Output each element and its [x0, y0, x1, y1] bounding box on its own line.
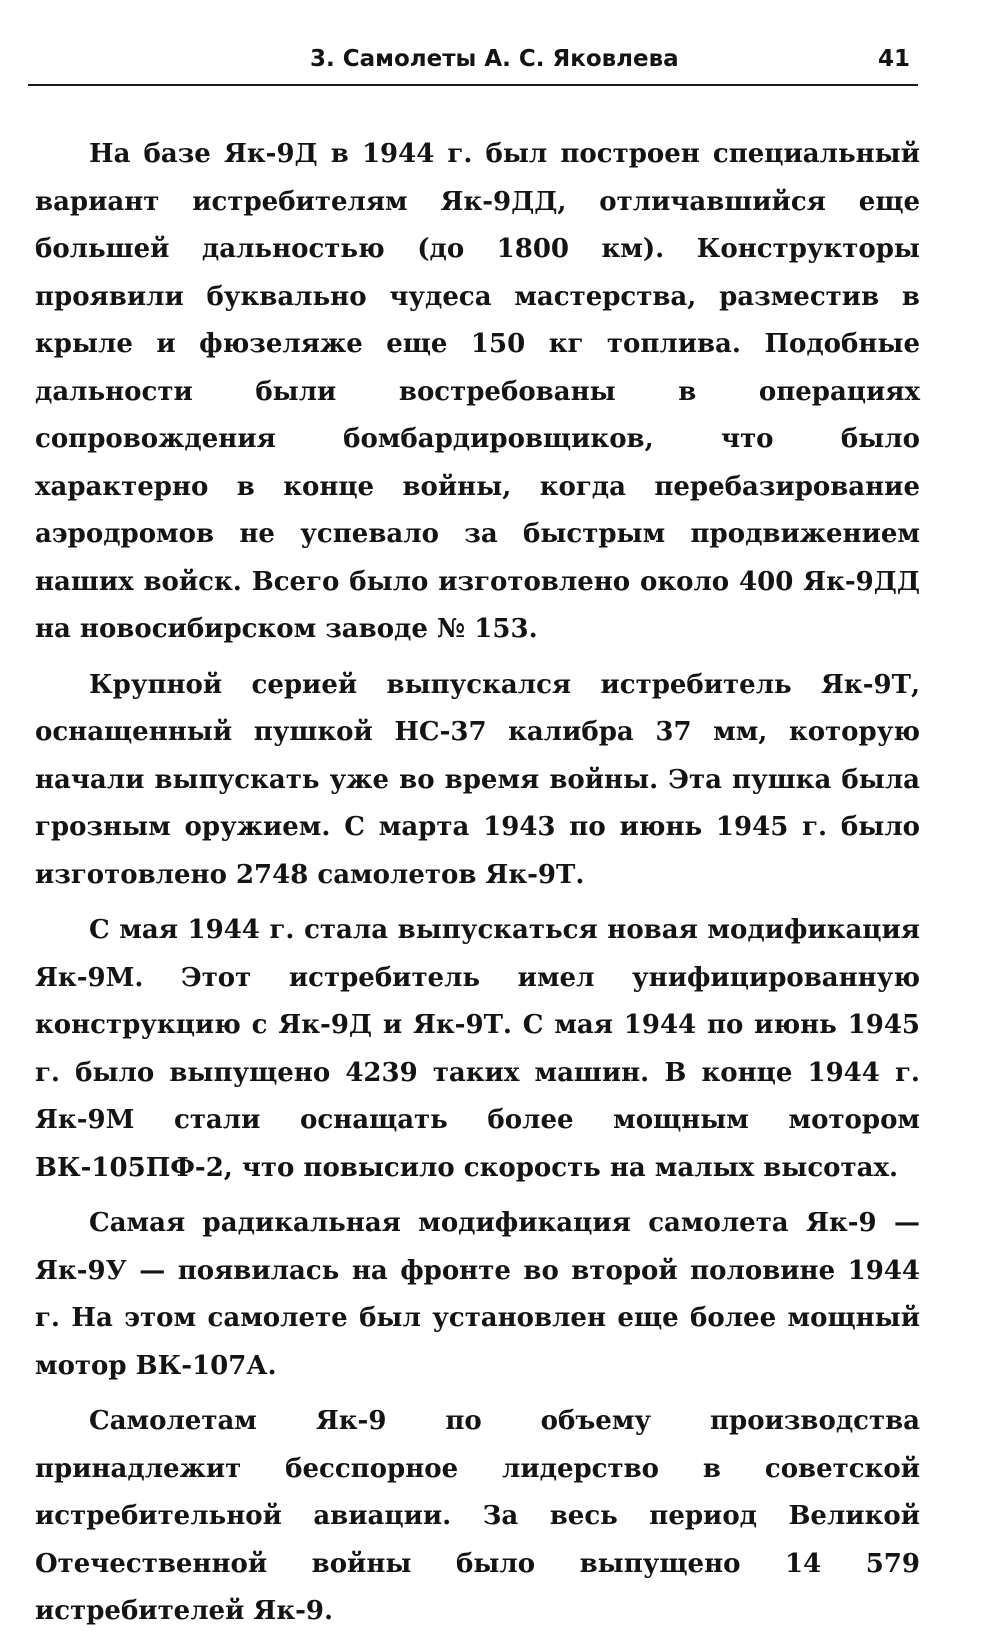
paragraph-yak-9t: Крупной серией выпускался истребитель Як-9Т, оснащенный пушкой НС-37 калибра 37 мм, которую начали выпускать уже во время войны. Эта пушка была грозным оружием. С марта 1943 по июнь 1945 г. было изготовлено 2748 самолетов Як-9Т. — [35, 669, 920, 890]
paragraph-production-summary: Самолетам Як-9 по объему производства принадлежит бесспорное лидерство в советской истребительной авиации. За весь период Великой Отечественной войны было выпущено 14 579 истребителей Як-9. — [35, 1406, 920, 1626]
page-number: 41 — [877, 46, 910, 72]
paragraph-yak-9dd: На базе Як-9Д в 1944 г. был построен специальный вариант истребителям Як-9ДД, отличавшийся еще большей дальностью (до 1800 км). Конструкторы проявили буквально чудеса мастерства, разместив в крыле и фюзеляже еще 150 кг топлива. Подобные дальности были востребованы в операциях сопровождения бомбардировщиков, что было характерно в конце войны, когда перебазирование аэродромов не успевало за быстрым продвижением наших войск. Всего было изготовлено около 400 Як-9ДД на новосибирском заводе № 153. — [35, 139, 920, 644]
chapter-title: 3. Самолеты А. С. Яковлева — [310, 46, 679, 72]
paragraph-yak-9u: Самая радикальная модификация самолета Як-9 — Як-9У — появилась на фронте во второй половине 1944 г. На этом самолете был установлен еще более мощный мотор ВК-107А. — [35, 1208, 920, 1381]
running-header — [28, 40, 918, 86]
body-text — [35, 131, 920, 1636]
paragraph-yak-9m: С мая 1944 г. стала выпускаться новая модификация Як-9М. Этот истребитель имел унифицированную конструкцию с Як-9Д и Як-9Т. С мая 1944 по июнь 1945 г. было выпущено 4239 таких машин. В конце 1944 г. Як-9М стали оснащать более мощным мотором ВК-105ПФ-2, что повысило скорость на малых высотах. — [35, 915, 920, 1183]
